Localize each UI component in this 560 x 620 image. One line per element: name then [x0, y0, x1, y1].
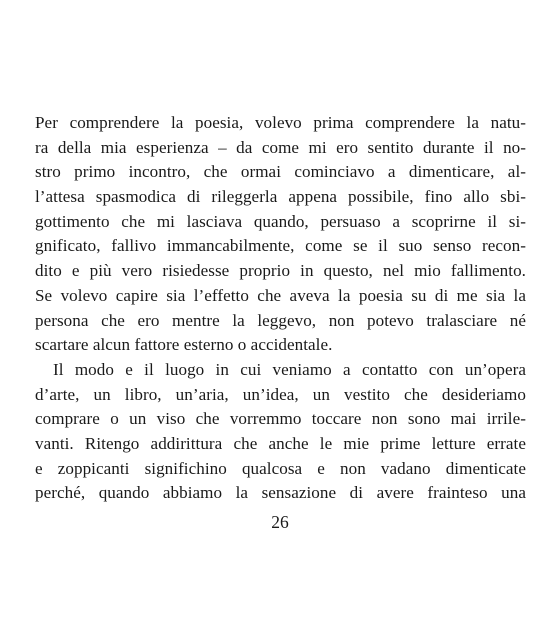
text-line: vanti. Ritengo addirittura che anche le mie prime letture errate — [35, 433, 526, 453]
text-line: gnificato, fallivo immancabilmente, come se il suo senso recon- — [35, 236, 526, 256]
text-line: ra della mia esperienza – da come mi ero sentito durante il no- — [35, 137, 526, 157]
text-line: d’arte, un libro, un’aria, un’idea, un vestito che desideriamo — [35, 384, 526, 404]
text-line: scartare alcun fattore esterno o accidentale. — [35, 335, 333, 355]
text-line: Se volevo capire sia l’effetto che aveva la poesia su di me sia la — [35, 285, 526, 305]
text-line: Per comprendere la poesia, volevo prima comprendere la natu- — [35, 113, 526, 132]
text-line: persona che ero mentre la leggevo, non potevo tralasciare né — [35, 310, 526, 330]
text-line: comprare o un viso che vorremmo toccare non sono mai irrile- — [35, 409, 526, 429]
text-line: gottimento che mi lasciava quando, persuaso a scoprirne il si- — [35, 211, 526, 231]
text-line: e zoppicanti significhino qualcosa e non vadano dimenticate — [35, 458, 526, 478]
text-line: l’attesa spasmodica di rileggerla appena possibile, fino allo sbi- — [35, 187, 526, 207]
text-line: dito e più vero risiedesse proprio in questo, nel mio fallimento. — [35, 261, 526, 281]
page-number: 26 — [271, 512, 289, 532]
text-line: perché, quando abbiamo la sensazione di avere frainteso una — [35, 483, 526, 503]
text-line: stro primo incontro, che ormai cominciavo a dimenticare, al- — [35, 162, 526, 182]
text-line: Il modo e il luogo in cui veniamo a contatto con un’opera — [53, 359, 526, 379]
body-text — [35, 111, 526, 506]
